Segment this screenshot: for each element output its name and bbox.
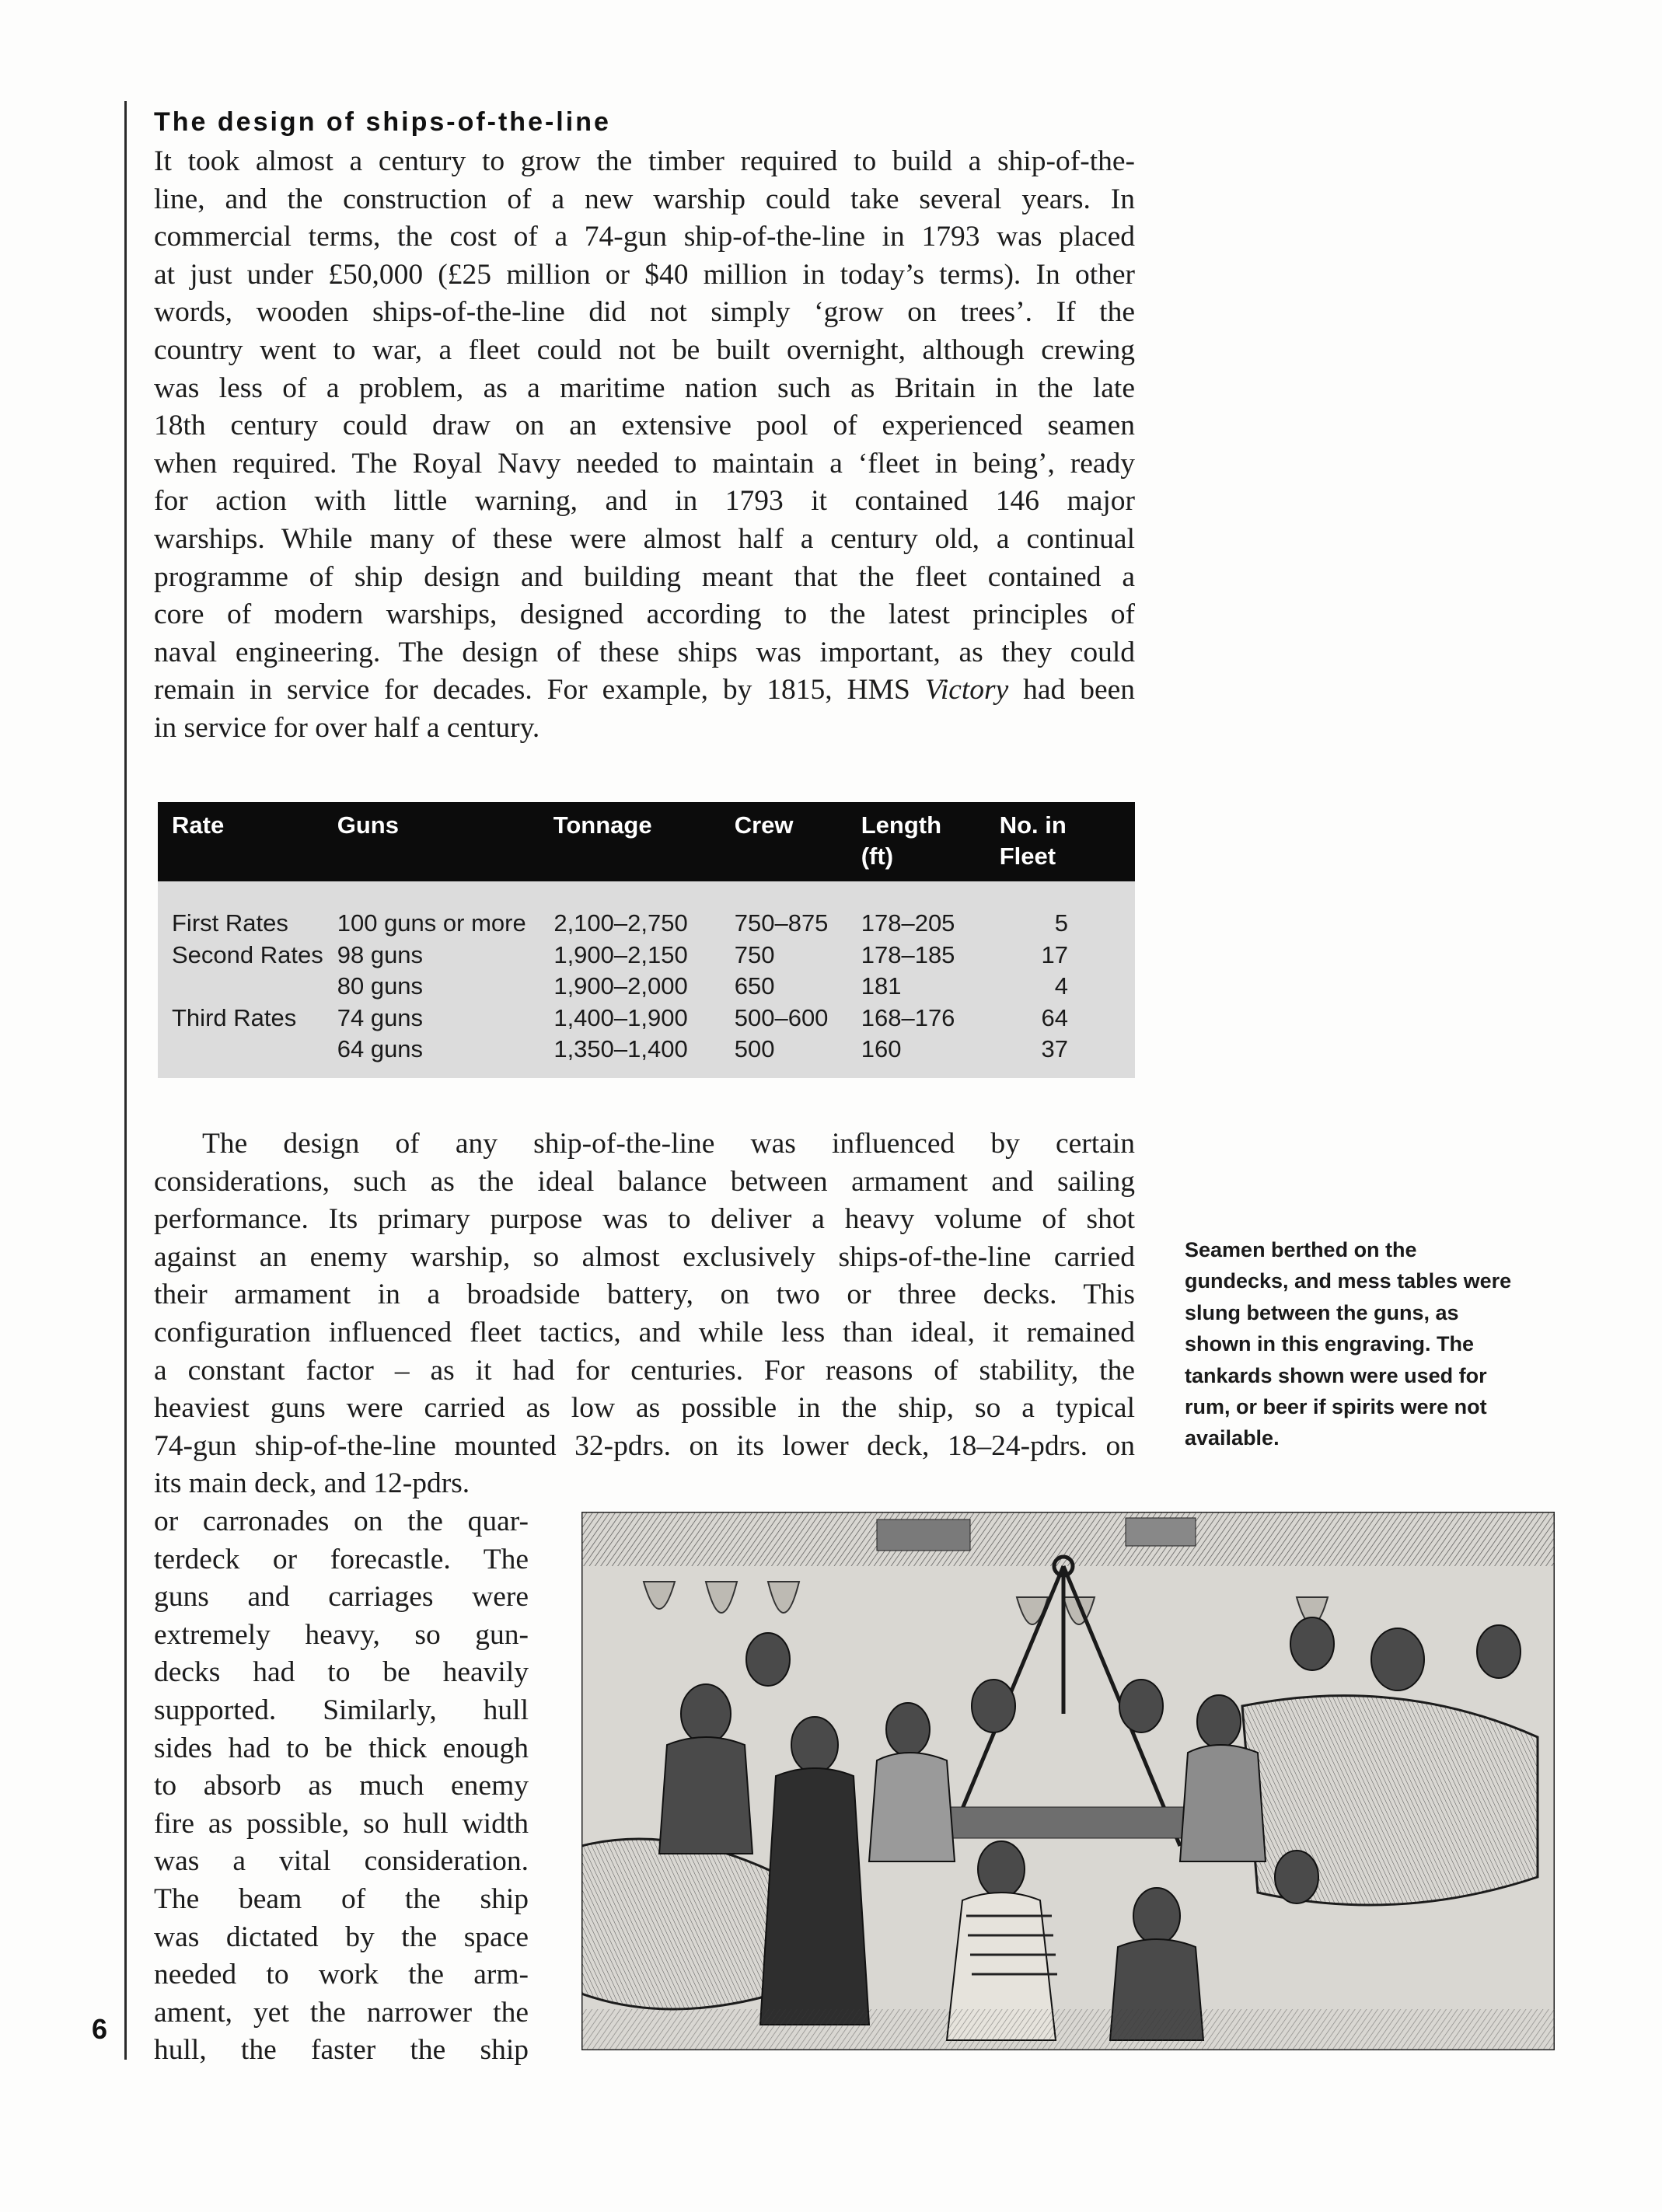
cell-rate: First Rates (172, 909, 288, 937)
text-line: The beam of the ship (154, 1882, 529, 1915)
table-header-row (158, 802, 1135, 881)
text-line: was a vital consideration. (154, 1845, 529, 1878)
design-paragraph-continued (154, 1503, 529, 2070)
cell-fleet: 17 (1041, 940, 1068, 968)
cell-guns: 64 guns (337, 1035, 424, 1062)
text-line: in service for over half a century. (154, 711, 540, 744)
text-line: country went to war, a fleet could not be built overnight, although crewing (154, 333, 1135, 366)
cell-guns: 98 guns (337, 940, 424, 968)
text-line: ament, yet the narrower the (154, 1996, 529, 2029)
text-line: warships. While many of these were almost half a century old, a continual (154, 522, 1135, 555)
text-line: their armament in a broadside battery, on two or three decks. This (154, 1279, 1135, 1311)
ship-rates-table (158, 802, 1135, 1078)
table-row (158, 971, 1135, 1003)
text-line: hull, the faster the ship (154, 2034, 529, 2067)
deck-floor (581, 2009, 1555, 2050)
cell-crew: 500 (734, 1035, 775, 1062)
cell-length: 181 (861, 972, 902, 1000)
cell-fleet: 5 (1054, 909, 1068, 937)
text-line: or carronades on the quar- (154, 1505, 529, 1537)
header-line: (ft) (861, 843, 894, 870)
cell-rate: Second Rates (172, 940, 323, 968)
header-line: No. in (999, 811, 1067, 839)
cell-guns: 100 guns or more (337, 909, 526, 937)
section-heading: The design of ships-of-the-line (154, 107, 611, 137)
cell-rate (158, 1034, 323, 1066)
text-line: guns and carriages were (154, 1581, 529, 1614)
caption-line: rum, or beer if spirits were not (1185, 1395, 1487, 1419)
cell-fleet: 37 (1041, 1035, 1068, 1062)
caption-line: tankards shown were used for (1185, 1363, 1487, 1387)
cell-guns: 74 guns (337, 1003, 424, 1031)
caption-line: shown in this engraving. The (1185, 1332, 1475, 1356)
cell-length: 160 (861, 1035, 902, 1062)
page-number: 6 (92, 2013, 108, 2045)
cannon-left (581, 1839, 784, 2009)
table-row (158, 881, 1135, 940)
text-line: extremely heavy, so gun- (154, 1618, 529, 1651)
caption-line: slung between the guns, as (1185, 1300, 1459, 1324)
cell-crew: 650 (734, 972, 775, 1000)
text-line: words, wooden ships-of-the-line did not simply ‘grow on trees’. If the (154, 296, 1135, 329)
cell-fleet: 4 (1054, 972, 1068, 1000)
hanging-barrel (1126, 1518, 1196, 1546)
text-line: for action with little warning, and in 1793 it contained 146 major (154, 485, 1135, 518)
text-line (154, 672, 1135, 710)
cell-rate: Third Rates (172, 1003, 297, 1031)
cell-crew: 750–875 (734, 909, 829, 937)
header-tonnage: Tonnage (539, 802, 721, 881)
table-row (158, 1034, 1135, 1066)
header-line: Length (861, 811, 942, 839)
text-line: naval engineering. The design of these ships was important, as they could (154, 636, 1135, 668)
text-line: terdeck or forecastle. The (154, 1543, 529, 1575)
text-line: performance. Its primary purpose was to deliver a heavy volume of shot (154, 1203, 1135, 1236)
text-line: heaviest guns were carried as low as possible in the ship, so a typical (154, 1392, 1135, 1425)
hanging-barrel (877, 1519, 970, 1551)
text-line: programme of ship design and building meant that the fleet contained a (154, 560, 1135, 593)
header-length (847, 802, 986, 881)
caption-line: Seamen berthed on the (1185, 1238, 1417, 1261)
intro-paragraph (154, 143, 1135, 748)
design-paragraph (154, 1125, 1135, 1503)
text-line: core of modern warships, designed according to the latest principles of (154, 598, 1135, 631)
margin-rule (124, 101, 127, 2060)
header-line: Fleet (999, 843, 1056, 870)
cell-crew: 750 (734, 940, 775, 968)
text-line: needed to work the arm- (154, 1959, 529, 1991)
text-fragment: remain in service for decades. For example, by 1815, HMS (154, 674, 925, 707)
caption-line: gundecks, and mess tables were (1185, 1269, 1512, 1293)
text-line: a constant factor – as it had for centuries. For reasons of stability, the (154, 1354, 1135, 1387)
text-line: considerations, such as the ideal balance between armament and sailing (154, 1165, 1135, 1198)
header-rate: Rate (158, 802, 323, 881)
engraving-illustration (581, 1512, 1555, 2050)
text-line: to absorb as much enemy (154, 1770, 529, 1802)
ship-name: Victory (924, 674, 1009, 707)
text-line: sides had to be thick enough (154, 1732, 529, 1764)
text-line: 18th century could draw on an extensive pool of experienced seamen (154, 410, 1135, 442)
figure-caption (1185, 1234, 1550, 1454)
cell-crew: 500–600 (734, 1003, 829, 1031)
cell-tonnage: 1,350–1,400 (553, 1035, 688, 1062)
text-line: at just under £50,000 (£25 million or $40 million in today’s terms). In other (154, 258, 1135, 291)
cell-fleet: 64 (1041, 1003, 1068, 1031)
text-line: 74-gun ship-of-the-line mounted 32-pdrs. on its lower deck, 18–24-pdrs. on (154, 1429, 1135, 1462)
text-line: when required. The Royal Navy needed to maintain a ‘fleet in being’, ready (154, 447, 1135, 480)
text-line: It took almost a century to grow the timber required to build a ship-of-the- (154, 145, 1135, 177)
cell-length: 178–185 (861, 940, 955, 968)
cell-tonnage: 1,400–1,900 (553, 1003, 688, 1031)
header-crew: Crew (721, 802, 847, 881)
cell-rate (158, 971, 323, 1003)
text-fragment: had been (1008, 674, 1135, 707)
text-line: its main deck, and 12-pdrs. (154, 1467, 470, 1500)
header-fleet (986, 802, 1135, 881)
cell-guns: 80 guns (337, 972, 424, 1000)
text-line: line, and the construction of a new warship could take several years. In (154, 183, 1135, 215)
cell-length: 178–205 (861, 909, 955, 937)
text-line: was dictated by the space (154, 1921, 529, 1953)
text-line: The design of any ship-of-the-line was influenced by certain (202, 1128, 1135, 1160)
text-line: configuration influenced fleet tactics, and while less than ideal, it remained (154, 1316, 1135, 1348)
table-row (158, 940, 1135, 972)
text-line: commercial terms, the cost of a 74-gun ship-of-the-line in 1793 was placed (154, 221, 1135, 253)
table-row (158, 1003, 1135, 1034)
header-guns: Guns (323, 802, 539, 881)
cell-tonnage: 1,900–2,150 (553, 940, 688, 968)
caption-line: available. (1185, 1426, 1280, 1450)
text-line: fire as possible, so hull width (154, 1807, 529, 1840)
cell-length: 168–176 (861, 1003, 955, 1031)
gundeck-engraving (581, 1512, 1555, 2050)
text-line: supported. Similarly, hull (154, 1694, 529, 1726)
cell-tonnage: 1,900–2,000 (553, 972, 688, 1000)
cell-tonnage: 2,100–2,750 (553, 909, 688, 937)
text-line: was less of a problem, as a maritime nation such as Britain in the late (154, 372, 1135, 404)
text-line: against an enemy warship, so almost exclusively ships-of-the-line carried (154, 1240, 1135, 1273)
text-line: decks had to be heavily (154, 1656, 529, 1689)
